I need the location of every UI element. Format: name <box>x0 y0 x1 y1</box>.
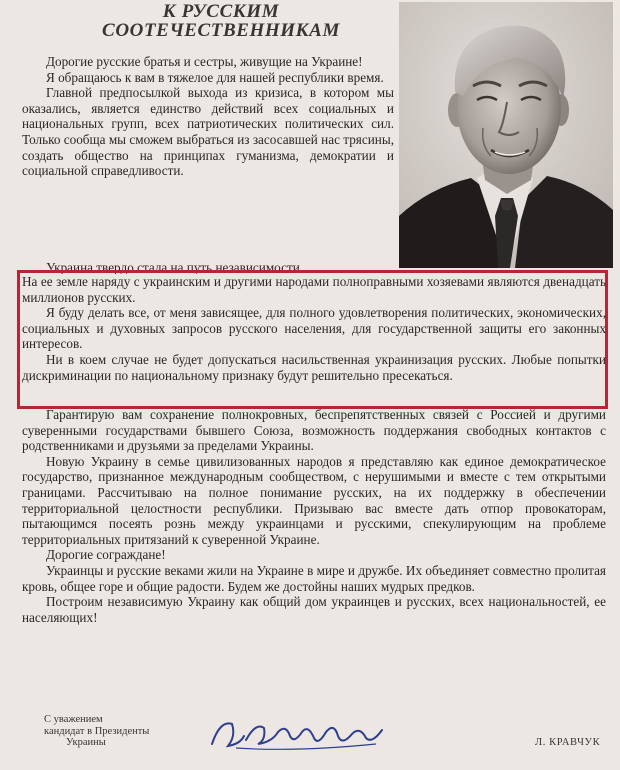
title-line-2: СООТЕЧЕСТВЕННИКАМ <box>102 20 340 41</box>
independence-line: Украина твердо стала на путь независимости. <box>46 260 304 274</box>
closing-paragraph: Дорогие сограждане! <box>46 547 166 563</box>
closing-line-3: Украины <box>66 737 106 748</box>
highlighted-paragraph: На ее земле наряду с украинским и другими народами полноправными хозяевами являются двенадцать миллионов русских. <box>22 274 606 305</box>
closing-salutation <box>44 714 194 749</box>
closing-line-1: С уважением <box>44 714 103 725</box>
closing-paragraph: Гарантирую вам сохранение полнокровных, беспрепятственных связей с Россией и другими суверенными государствами бывшего Союза, возможность поддержания свободных контактов с родственниками и друзьями за пределами Украины. <box>22 407 606 454</box>
highlighted-paragraph: Ни в коем случае не будет допускаться насильственная украинизация русских. Любые попытки дискриминации по национальному признаку будут решительно пресекаться. <box>22 351 606 383</box>
intro-paragraph: Я обращаюсь к вам в тяжелое для нашей республики время. <box>46 69 384 85</box>
portrait-icon <box>399 2 613 268</box>
intro-paragraph: Дорогие русские братья и сестры, живущие на Украине! <box>46 54 363 69</box>
leaflet-title <box>96 2 346 40</box>
portrait-photo <box>399 2 613 268</box>
title-line-1: К РУССКИМ <box>162 1 280 22</box>
intro-column <box>22 54 394 179</box>
closing-paragraph: Украинцы и русские веками жили на Украине в мире и дружбе. Их объединяет совместно пролитая кровь, общее горе и общие радости. Будем же достойны наших мудрых предков. <box>22 562 606 594</box>
closing-column <box>22 407 606 625</box>
closing-line-2: кандидат в Президенты <box>44 725 150 737</box>
intro-paragraph: Главной предпосылкой выхода из кризиса, в котором мы оказались, является единство действий всех социальных и национальных групп, всех патриотических политических сил. Только сообща мы сможем выбраться из засосавшей нас трясины, создать общество на принципах гуманизма, демократии и социальной справедливости. <box>22 85 394 179</box>
closing-paragraph: Построим независимую Украину как общий дом украинцев и русских, всех национальностей, ее населяющих! <box>22 594 606 625</box>
highlighted-paragraph: Я буду делать все, от меня зависящее, для полного удовлетворения политических, экономических, социальных и духовных запросов русского населения, для государственной защиты его законных интересов. <box>22 305 606 352</box>
signature-icon <box>206 714 396 754</box>
signer-name: Л. КРАВЧУК <box>535 737 601 748</box>
highlighted-text <box>22 274 606 383</box>
closing-paragraph: Новую Украину в семье цивилизованных народов я представляю как единое демократическое государство, признанное международным сообществом, с нерушимыми и вместе с тем открытыми границами. Рассчитываю на полное понимание русских, на их поддержку в обеспечении территориальной целостности республики. Призываю вас вместе дать отпор провокаторам, пытающимся посеять рознь между украинцами и русскими, спекулирующим на проблеме территориальных притязаний к суверенной Украине. <box>22 453 606 547</box>
